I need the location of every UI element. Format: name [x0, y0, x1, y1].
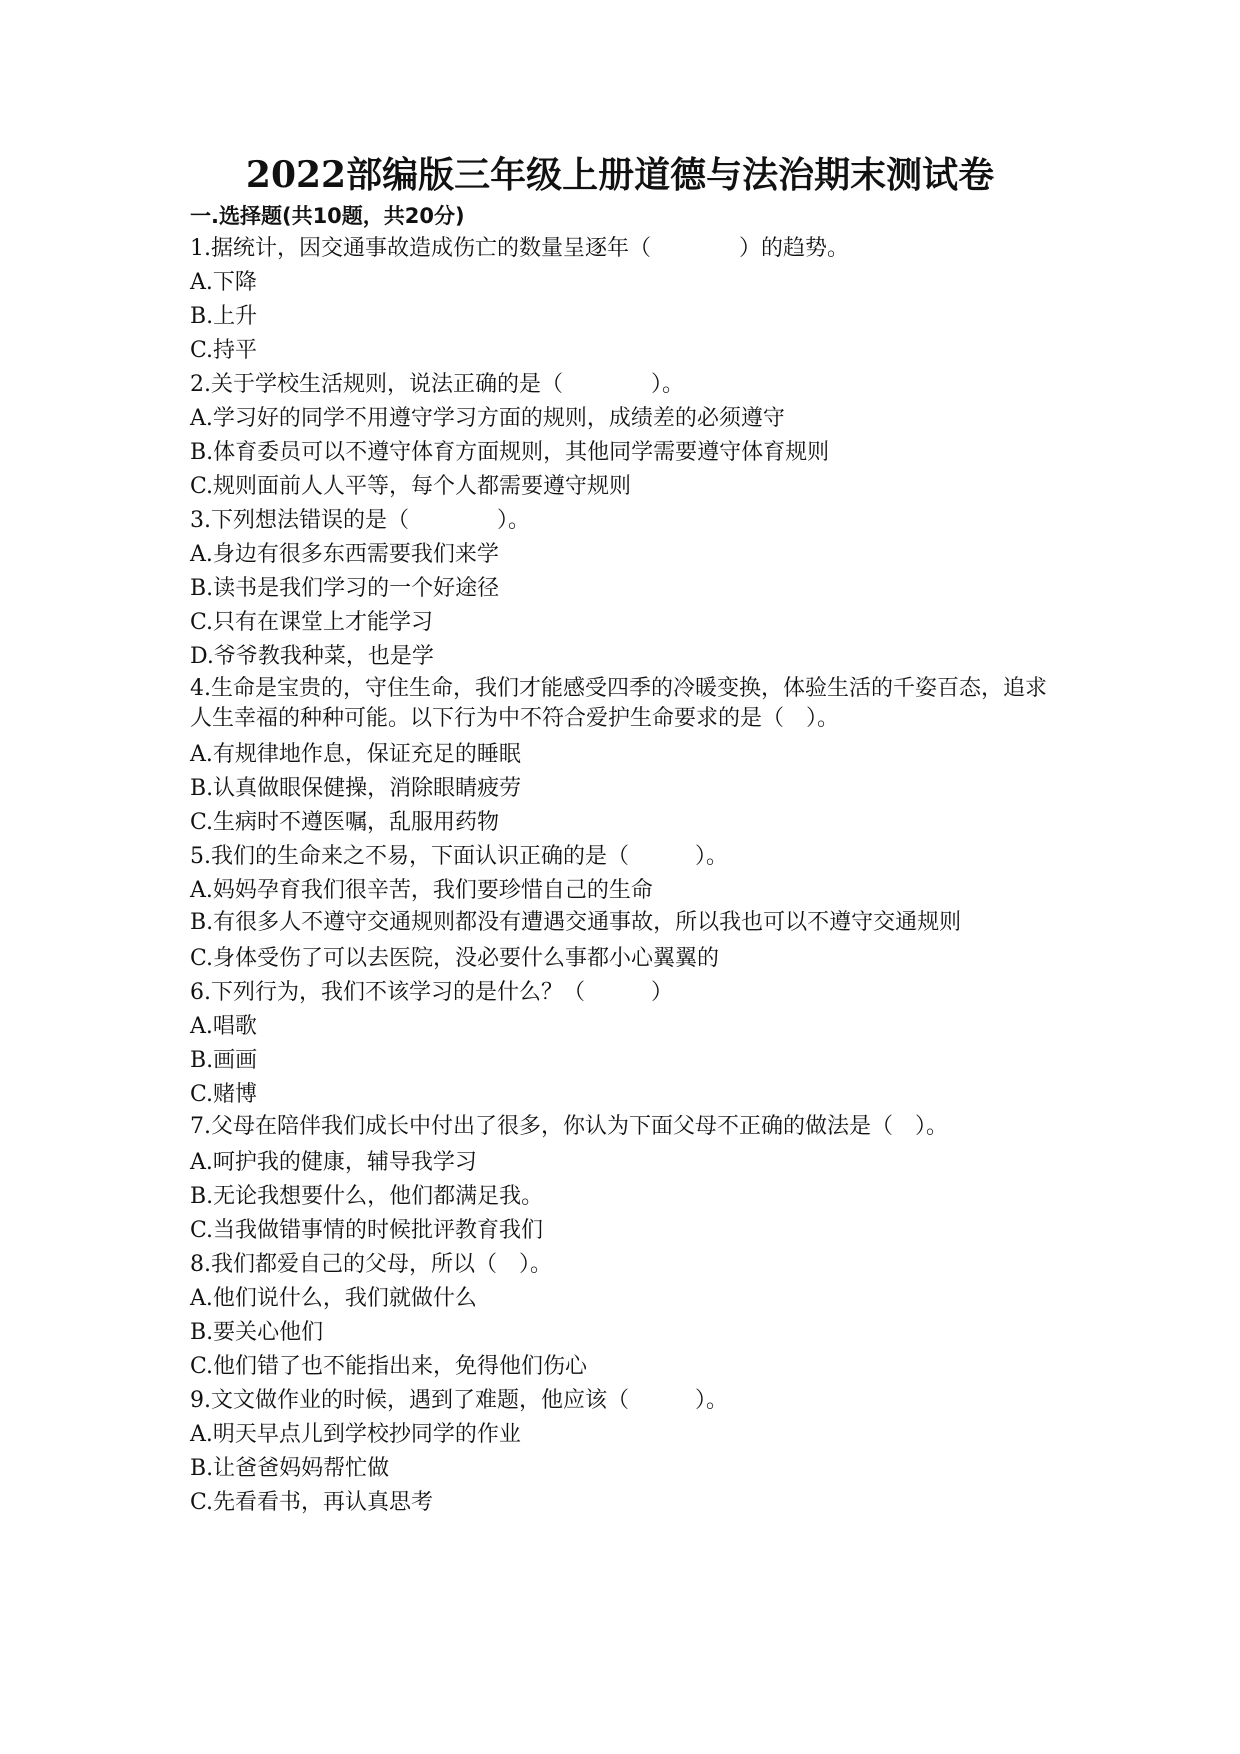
question-7 — [190, 1112, 1050, 1248]
option: A.唱歌 — [190, 1014, 257, 1039]
option: C.他们错了也不能指出来，免得他们伤心 — [190, 1354, 588, 1379]
question-stem: 6.下列行为，我们不该学习的是什么？（ ） — [190, 980, 673, 1005]
option: D.爷爷教我种菜，也是学 — [190, 644, 434, 669]
question-3 — [190, 504, 1050, 674]
option: C.规则面前人人平等，每个人都需要遵守规则 — [190, 474, 632, 499]
option: A.有规律地作息，保证充足的睡眠 — [190, 742, 521, 767]
section-header: 一.选择题(共10题，共20分) — [190, 204, 465, 228]
option: B.上升 — [190, 304, 258, 329]
exam-page — [190, 150, 1050, 1520]
question-stem: 2.关于学校生活规则，说法正确的是（ ）。 — [190, 372, 684, 397]
question-6 — [190, 976, 1050, 1112]
question-5 — [190, 840, 1050, 976]
option: C.身体受伤了可以去医院，没必要什么事都小心翼翼的 — [190, 946, 720, 971]
option: B.无论我想要什么，他们都满足我。 — [190, 1184, 544, 1209]
question-stem: 1.据统计，因交通事故造成伤亡的数量呈逐年（ ）的趋势。 — [190, 236, 849, 261]
option: B.认真做眼保健操，消除眼睛疲劳 — [190, 776, 522, 801]
question-list — [190, 232, 1050, 1520]
question-stem: 8.我们都爱自己的父母，所以（ ）。 — [190, 1252, 552, 1277]
option: A.身边有很多东西需要我们来学 — [190, 542, 499, 567]
option: C.只有在课堂上才能学习 — [190, 610, 434, 635]
question-stem: 3.下列想法错误的是（ ）。 — [190, 508, 530, 533]
option: C.持平 — [190, 338, 258, 363]
question-4 — [190, 674, 1050, 840]
option: B.读书是我们学习的一个好途径 — [190, 576, 500, 601]
option: B.体育委员可以不遵守体育方面规则，其他同学需要遵守体育规则 — [190, 440, 830, 465]
option: B.要关心他们 — [190, 1320, 324, 1345]
question-stem: 5.我们的生命来之不易，下面认识正确的是（ ）。 — [190, 844, 728, 869]
option: A.明天早点儿到学校抄同学的作业 — [190, 1422, 521, 1447]
exam-title: 2022部编版三年级上册道德与法治期末测试卷 — [245, 154, 995, 196]
option: A.呵护我的健康，辅导我学习 — [190, 1150, 477, 1175]
option: A.学习好的同学不用遵守学习方面的规则，成绩差的必须遵守 — [190, 406, 785, 431]
question-2 — [190, 368, 1050, 504]
question-stem: 9.文文做作业的时候，遇到了难题，他应该（ ）。 — [190, 1388, 728, 1413]
option: C.生病时不遵医嘱，乱服用药物 — [190, 810, 500, 835]
question-1 — [190, 232, 1050, 368]
option: A.下降 — [190, 270, 257, 295]
question-9 — [190, 1384, 1050, 1520]
option: B.让爸爸妈妈帮忙做 — [190, 1456, 390, 1481]
question-stem: 4.生命是宝贵的，守住生命，我们才能感受四季的冷暖变换，体验生活的千姿百态，追求人生幸福的种种可能。以下行为中不符合爱护生命要求的是（ ）。 — [190, 676, 1047, 731]
option: C.当我做错事情的时候批评教育我们 — [190, 1218, 544, 1243]
option: A.妈妈孕育我们很辛苦，我们要珍惜自己的生命 — [190, 878, 653, 903]
option: C.赌博 — [190, 1082, 258, 1107]
question-stem: 7.父母在陪伴我们成长中付出了很多，你认为下面父母不正确的做法是（ ）。 — [190, 1114, 948, 1139]
option: A.他们说什么，我们就做什么 — [190, 1286, 477, 1311]
question-8 — [190, 1248, 1050, 1384]
option: B.有很多人不遵守交通规则都没有遭遇交通事故，所以我也可以不遵守交通规则 — [190, 910, 962, 935]
option: B.画画 — [190, 1048, 258, 1073]
option: C.先看看书，再认真思考 — [190, 1490, 434, 1515]
